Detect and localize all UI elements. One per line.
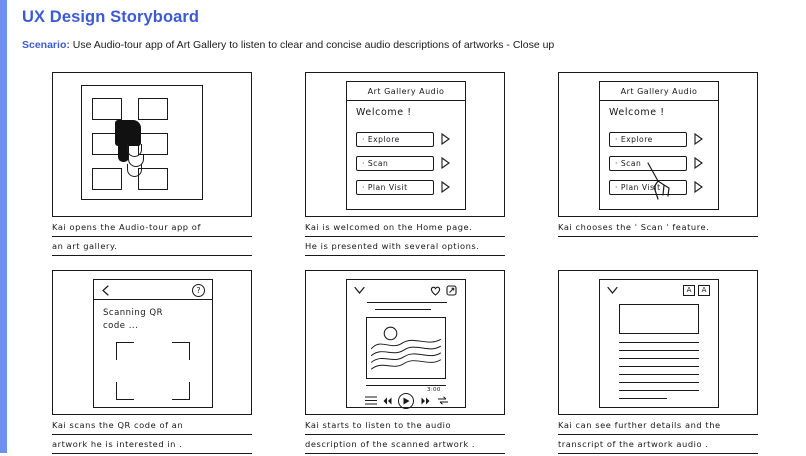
panel-2-frame — [305, 72, 505, 217]
share-icon[interactable] — [446, 285, 457, 296]
play-arrow-icon[interactable] — [694, 157, 703, 169]
duration-label: 3:00 — [427, 387, 441, 393]
option-label: · Scan — [362, 159, 389, 168]
scenario-row — [22, 39, 782, 51]
scanner-status-text — [103, 307, 163, 333]
storyboard-panel-2 — [305, 72, 505, 258]
menu-option-scan[interactable] — [356, 156, 434, 171]
transcript-line — [619, 374, 699, 375]
title-placeholder-line — [367, 302, 447, 303]
question-mark-icon[interactable]: ? — [192, 284, 205, 297]
caption-line: Kai is welcomed on the Home page. — [305, 221, 505, 237]
page-title: UX Design Storyboard — [22, 8, 200, 26]
storyboard-panel-4 — [52, 270, 252, 456]
phone-mockup — [93, 279, 213, 408]
caption-line: Kai can see further details and the — [558, 419, 758, 435]
menu-option-explore[interactable] — [609, 132, 687, 147]
menu-option-explore[interactable] — [356, 132, 434, 147]
status-line: code ... — [103, 321, 139, 331]
subtitle-placeholder-line — [375, 309, 431, 310]
welcome-text: Welcome ! — [356, 107, 412, 118]
caption-line: Kai opens the Audio-tour app of — [52, 221, 252, 237]
play-arrow-icon[interactable] — [694, 181, 703, 193]
phone-mockup — [346, 279, 466, 408]
caption-line: description of the scanned artwork . — [305, 438, 505, 454]
cursor-hand-icon — [644, 161, 674, 201]
caption-line: artwork he is interested in . — [52, 438, 252, 454]
phone-mockup — [599, 279, 719, 408]
play-icon[interactable] — [398, 393, 414, 409]
panel-3-caption — [558, 221, 758, 237]
rewind-icon[interactable] — [383, 397, 392, 405]
caption-line: Kai scans the QR code of an — [52, 419, 252, 435]
caption-line: Kai chooses the ˈ Scan ˈ feature. — [558, 221, 758, 237]
scan-corner — [172, 382, 190, 400]
phone-mockup — [599, 81, 719, 210]
left-accent-bar — [0, 0, 7, 453]
panel-1-frame — [52, 72, 252, 217]
app-title: Art Gallery Audio — [620, 86, 698, 96]
artwork-frame — [92, 98, 122, 120]
repeat-icon[interactable] — [437, 396, 449, 405]
scan-corner — [172, 342, 190, 360]
menu-option-plan-visit[interactable] — [356, 180, 434, 195]
transcript-image-placeholder — [619, 304, 699, 334]
app-header — [600, 82, 718, 101]
play-arrow-icon[interactable] — [694, 133, 703, 145]
text-size-small-button[interactable]: A — [683, 285, 695, 296]
storyboard-grid — [52, 72, 758, 449]
caption-line: Kai starts to listen to the audio — [305, 419, 505, 435]
chevron-down-icon[interactable] — [607, 286, 618, 295]
transcript-line — [619, 350, 699, 351]
storyboard-panel-1 — [52, 72, 252, 258]
play-arrow-icon[interactable] — [441, 133, 450, 145]
option-label: · Explore — [362, 135, 400, 144]
artwork-thumbnail — [366, 317, 446, 379]
panel-4-caption — [52, 419, 252, 454]
panel-3-frame — [558, 72, 758, 217]
progress-track[interactable] — [366, 385, 446, 386]
pointing-hand-icon — [115, 120, 161, 186]
scan-corner — [116, 342, 134, 360]
artwork-sketch — [367, 318, 445, 378]
phone-mockup — [346, 81, 466, 210]
panel-1-caption — [52, 221, 252, 256]
artwork-frame — [138, 98, 168, 120]
heart-icon[interactable] — [430, 286, 441, 296]
storyboard-panel-5 — [305, 270, 505, 456]
panel-4-frame — [52, 270, 252, 415]
status-line: Scanning QR — [103, 308, 163, 318]
text-size-large-button[interactable]: A — [698, 285, 710, 296]
chevron-down-icon[interactable] — [354, 286, 365, 295]
menu-icon[interactable] — [365, 396, 377, 405]
app-header — [347, 82, 465, 101]
transcript-line — [619, 366, 699, 367]
storyboard-panel-6 — [558, 270, 758, 456]
play-arrow-icon[interactable] — [441, 181, 450, 193]
transcript-line — [619, 382, 699, 383]
scenario-text: Use Audio-tour app of Art Gallery to listen to clear and concise audio descriptions of artworks - Close up — [72, 39, 555, 51]
option-label: · Plan Visit — [615, 183, 661, 192]
transcript-line — [619, 342, 699, 343]
storyboard-panel-3 — [558, 72, 758, 240]
caption-line: He is presented with several options. — [305, 240, 505, 256]
panel-2-caption — [305, 221, 505, 256]
option-label: · Explore — [615, 135, 653, 144]
panel-5-caption — [305, 419, 505, 454]
scenario-label: Scenario: — [22, 39, 70, 51]
play-arrow-icon[interactable] — [441, 157, 450, 169]
panel-5-frame — [305, 270, 505, 415]
option-label: · Scan — [615, 159, 642, 168]
welcome-text: Welcome ! — [609, 107, 665, 118]
transcript-line — [619, 398, 667, 399]
scan-corner — [116, 382, 134, 400]
caption-line: transcript of the artwork audio . — [558, 438, 758, 454]
forward-icon[interactable] — [421, 397, 430, 405]
transcript-line — [619, 358, 699, 359]
chevron-left-icon[interactable] — [101, 285, 110, 296]
transcript-line — [619, 390, 699, 391]
scan-target-area — [116, 342, 190, 400]
app-title: Art Gallery Audio — [367, 86, 445, 96]
caption-line: an art gallery. — [52, 240, 252, 256]
panel-6-caption — [558, 419, 758, 454]
panel-6-frame — [558, 270, 758, 415]
option-label: · Plan Visit — [362, 183, 408, 192]
